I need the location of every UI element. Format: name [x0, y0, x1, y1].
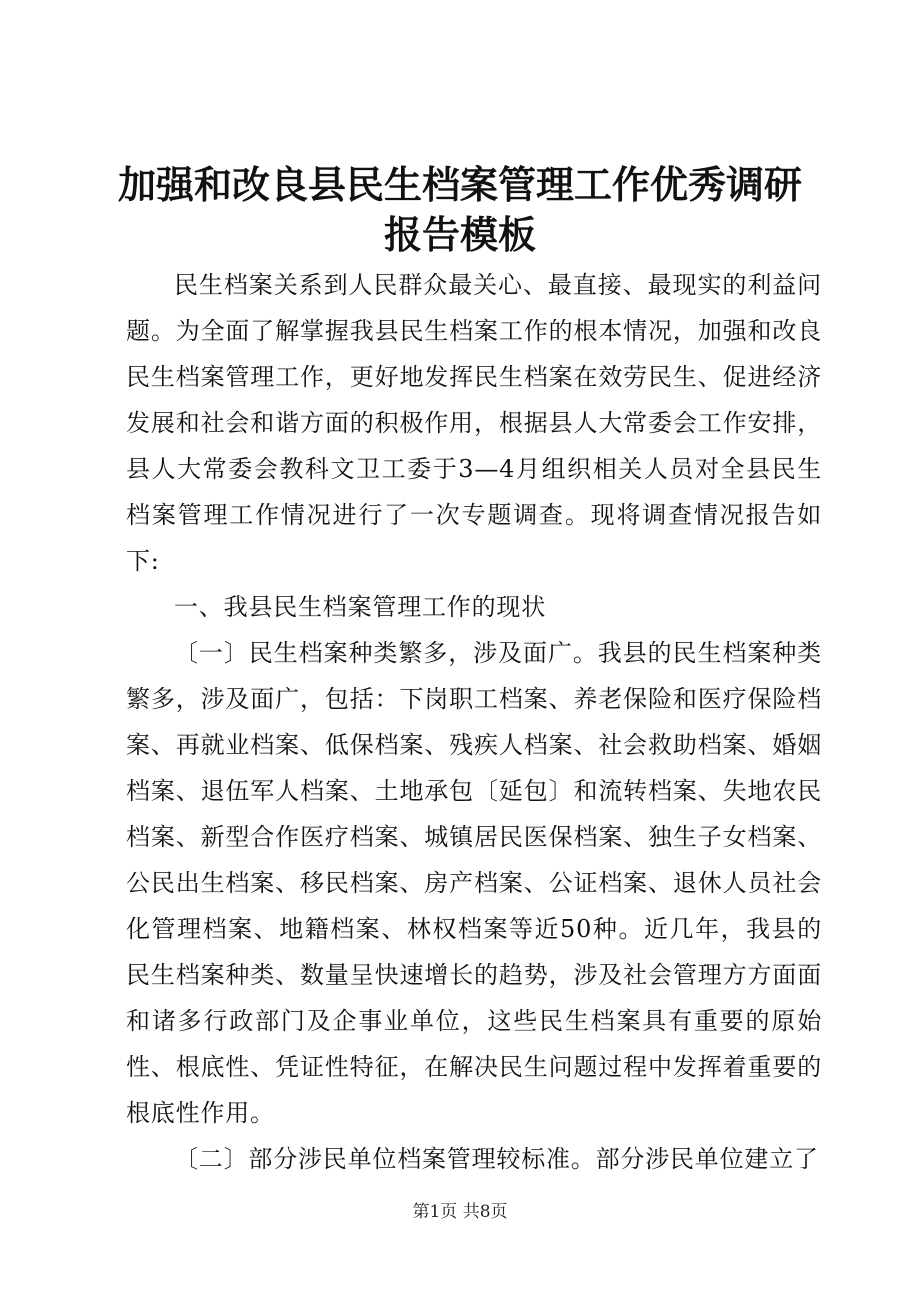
paragraph-subsection-2: 〔二〕部分涉民单位档案管理较标准。部分涉民单位建立了: [174, 1145, 819, 1173]
section-heading: 一、我县民生档案管理工作的现状: [174, 593, 546, 621]
paragraph-intro: 民生档案关系到人民群众最关心、最直接、最现实的利益问题。为全面了解掌握我县民生档案工作的根本情况，加强和改良民生档案管理工作，更好地发挥民生档案在效劳民生、促进经济发展和社会和谐方面的积极作用，根据县人大常委会工作安排，县人大常委会教科文卫工委于3—4月组织相关人员对全县民生档案管理工作情况进行了一次专题调查。现将调查情况报告如下:: [126, 271, 822, 575]
page-footer: 第1页 共8页: [412, 1202, 508, 1222]
paragraph-subsection-1: 〔一〕民生档案种类繁多，涉及面广。我县的民生档案种类繁多，涉及面广，包括：下岗职工档案、养老保险和医疗保险档案、再就业档案、低保档案、残疾人档案、社会救助档案、婚姻档案、退伍军人档案、土地承包〔延包〕和流转档案、失地农民档案、新型合作医疗档案、城镇居民医保档案、独生子女档案、公民出生档案、移民档案、房产档案、公证档案、退休人员社会化管理档案、地籍档案、林权档案等近50种。近几年，我县的民生档案种类、数量呈快速增长的趋势，涉及社会管理方方面面和诸多行政部门及企事业单位，这些民生档案具有重要的原始性、根底性、凭证性特征，在解决民生问题过程中发挥着重要的根底性作用。: [126, 639, 822, 1127]
document-title: 加强和改良县民生档案管理工作优秀调研报告模板: [117, 162, 802, 257]
document-body: [126, 262, 822, 1182]
